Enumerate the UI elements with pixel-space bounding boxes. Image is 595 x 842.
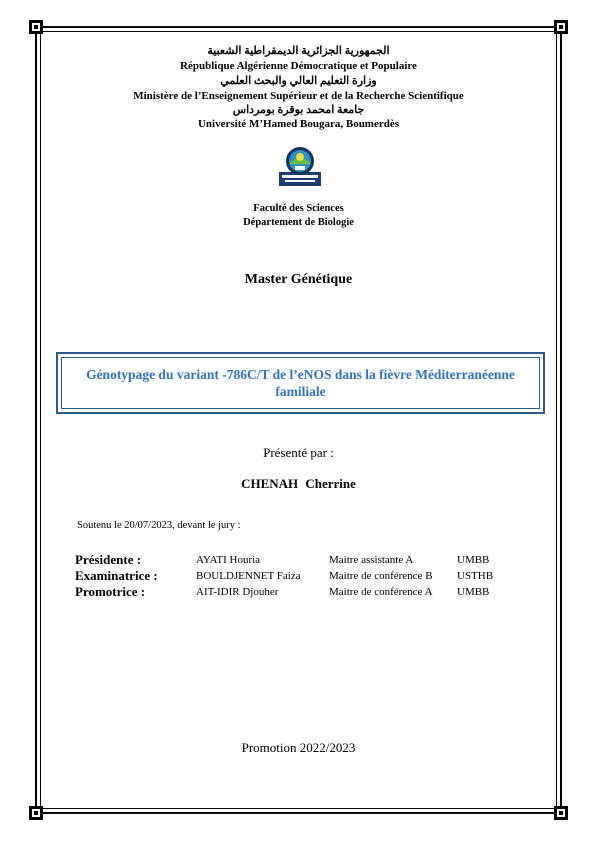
republic-french: République Algérienne Démocratique et Populaire [180, 60, 417, 72]
jury-member-grade: Maitre de conférence A [329, 586, 433, 598]
jury-member-name: AIT-IDIR Djouher [196, 586, 279, 598]
author-name: CHENAH Cherrine [241, 476, 356, 491]
ministry-french: Ministère de l’Enseignement Supérieur et de la Recherche Scientifique [133, 90, 464, 102]
promotion-year: Promotion 2022/2023 [241, 740, 356, 755]
faculty-name: Faculté des Sciences [253, 203, 344, 214]
jury-member-institution: USTHB [457, 570, 494, 582]
jury-row [75, 584, 545, 600]
corner-ornament-bottom-left [29, 806, 43, 820]
jury-list [75, 552, 545, 600]
degree-title: Master Génétique [244, 272, 353, 287]
corner-ornament-bottom-right [554, 806, 568, 820]
defense-statement: Soutenu le 20/07/2023, devant le jury : [77, 520, 241, 531]
university-french: Université M’Hamed Bougara, Boumerdès [197, 118, 400, 130]
jury-role: Présidente : [75, 552, 142, 567]
thesis-title: Génotypage du variant -786C/T de l’eNOS dans la fièvre Méditerranéenne familiale [86, 367, 515, 399]
university-arabic: جامعة امحمد بوقرة بومرداس [232, 104, 365, 116]
department-name: Département de Biologie [243, 217, 354, 228]
republic-arabic: الجمهورية الجزائرية الديمقراطية الشعبية [207, 45, 390, 57]
corner-ornament-top-left [29, 20, 43, 34]
ministry-arabic: وزارة التعليم العالي والبحث العلمي [220, 75, 377, 87]
jury-member-institution: UMBB [457, 554, 490, 566]
jury-row [75, 552, 545, 568]
jury-role: Examinatrice : [75, 568, 158, 583]
jury-role: Promotrice : [75, 584, 146, 599]
jury-member-grade: Maitre de conférence B [329, 570, 433, 582]
jury-member-institution: UMBB [457, 586, 490, 598]
presented-by-label: Présenté par : [263, 445, 334, 460]
thesis-title-box [56, 352, 545, 414]
jury-row [75, 568, 545, 584]
university-logo-icon [277, 146, 323, 188]
jury-member-grade: Maitre assistante A [329, 554, 414, 566]
jury-member-name: BOULDJENNET Faiza [196, 570, 301, 582]
corner-ornament-top-right [554, 20, 568, 34]
jury-member-name: AYATI Houria [196, 554, 261, 566]
